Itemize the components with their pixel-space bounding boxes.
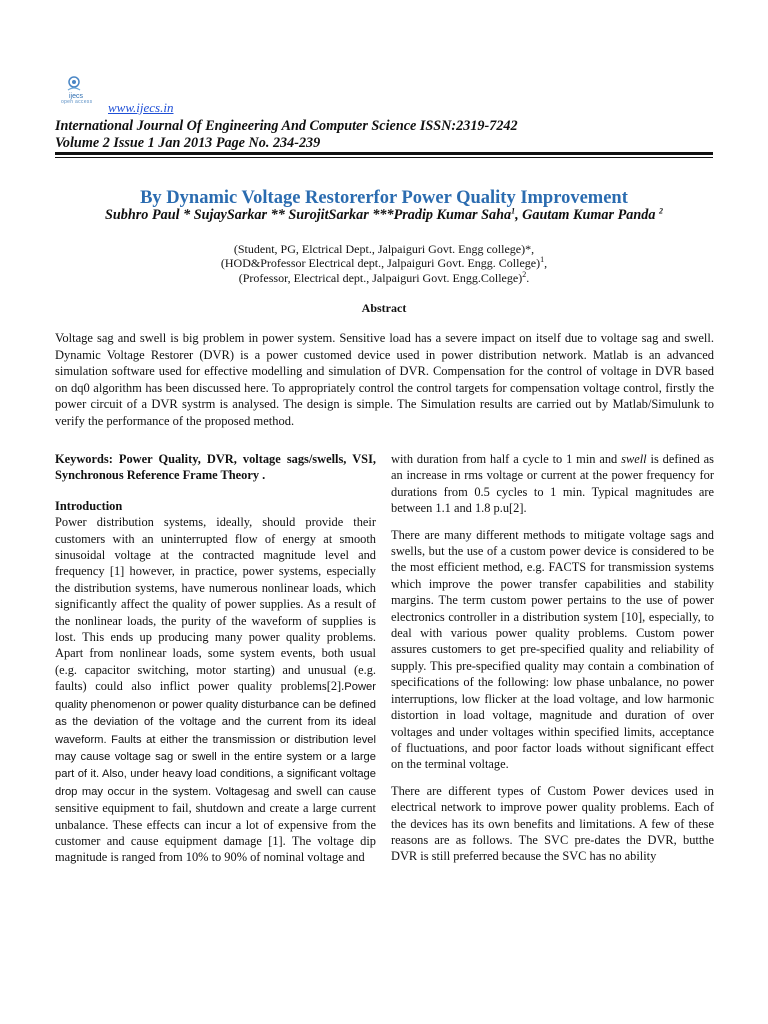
- introduction-paragraph: Power distribution systems, ideally, should provide their customers with an uninterrupted flow of energy at smooth sinusoidal voltage at the contracted magnitude level and frequency [1] however, in practice, power systems, especially the distribution systems, have numerous nonlinear loads, which significantly affect the quality of power supplies. As a result of the nonlinear loads, the purity of the waveform of supplies is lost. This ends up producing many power quality problems. Apart from nonlinear loads, some system events, both usual (e.g. capacitor switching, motor starting) and unusual (e.g. faults) could also inflict power quality problems[2].Power quality phenomenon or power quality disturbance can be defined as the deviation of the voltage and the current from its ideal waveform. Faults at either the transmission or distribution level may cause voltage sag or swell in the entire system or a large part of it. Also, under heavy load conditions, a significant voltage drop may occur in the system. Voltagesag and swell can cause sensitive equipment to fail, shutdown and create a large current unbalance. These effects can incur a lot of expensive from the customer and cause equipment damage [1]. The voltage dip magnitude is ranged from 10% to 90% of nominal voltage and: [55, 515, 376, 865]
- journal-line-1: International Journal Of Engineering And Computer Science ISSN:2319-7242: [55, 118, 518, 134]
- abstract-heading: Abstract: [361, 301, 407, 315]
- logo-name: ijecs: [69, 93, 84, 100]
- header-rule-thin: [55, 157, 713, 158]
- abstract-text: Voltage sag and swell is big problem in power system. Sensitive load has a severe impact on itself due to voltage sag and swell. Dynamic Voltage Restorer (DVR) is a power customed device used in power distribution network. Matlab is an advanced simulation software used for effective modelling and simulation of DVR. Compensation for the control of voltage in DVR based on dq0 algorithm has been discussed here. To appropriately control the control targets for compensation voltage control, firstly the power circuit of a DVR systrm is analysed. The design is simple. The Simulation results are carried out by Matlab/Simulunk to verify the performance of the proposed method.: [55, 331, 714, 428]
- ijecs-logo-icon: [60, 72, 104, 112]
- journal-url-link[interactable]: www.ijecs.in: [108, 100, 174, 115]
- header-rule-thick: [55, 152, 713, 155]
- logo-open-access: open access: [61, 99, 93, 105]
- affiliation-3: (Professor, Electrical dept., Jalpaiguri Govt. Engg.College)$^2$.: [238, 270, 530, 285]
- right-paragraph-1: with duration from half a cycle to 1 min and swell is defined as an increase in rms voltage or current at the power frequency for durations from 0.5 cycles to 1 min. Typical magnitudes are between 1.1 and 1.8 p.u[2].: [391, 452, 715, 516]
- affiliation-2: (HOD&Professor Electrical dept., Jalpaiguri Govt. Engg. College)$^1$,: [220, 255, 548, 270]
- keywords: Keywords: Power Quality, DVR, voltage sags/swells, VSI, Synchronous Reference Frame Theory .: [55, 452, 376, 483]
- paper-authors: Subhro Paul * SujaySarkar ** SurojitSarkar ***Pradip Kumar Saha$^1$, Gautam Kumar Panda $^2$: [105, 206, 663, 223]
- paper-title: By Dynamic Voltage Restorerfor Power Quality Improvement: [140, 188, 628, 208]
- journal-line-2: Volume 2 Issue 1 Jan 2013 Page No. 234-239: [55, 135, 321, 151]
- journal-header: [55, 118, 518, 152]
- left-column: [55, 451, 376, 866]
- affiliation-1: (Student, PG, Elctrical Dept., Jalpaiguri Govt. Engg college)*,: [233, 242, 535, 256]
- right-column: [391, 451, 714, 865]
- right-paragraph-2: There are many different methods to mitigate voltage sags and swells, but the use of a custom power device is considered to be the most efficient method, e.g. FACTS for transmission systems which improve the power transfer capabilities and stability margins. The term custom power pertains to the use of power electronics controller in a distribution system [10], especially, to deal with various power quality problems. Custom power assures customers to get pre-specified quality and reliability of supply. This pre-specified quality may contain a combination of specifications of the following: low phase unbalance, no power interruptions, low flicker at the load voltage, and low harmonic distortion in load voltage, magnitude and duration of over voltages and under voltages within specified limits, acceptance of fluctuations, and poor factor loads without significant effect on the terminal voltage.: [391, 527, 714, 772]
- introduction-heading: Introduction: [55, 498, 123, 513]
- right-paragraph-3: There are different types of Custom Power devices used in electrical network to improve power quality problems. Each of the devices has its own benefits and limitations. A few of these reasons are as follows. The SVC pre-dates the DVR, butthe DVR is still preferred because the SVC has no ability: [391, 783, 714, 864]
